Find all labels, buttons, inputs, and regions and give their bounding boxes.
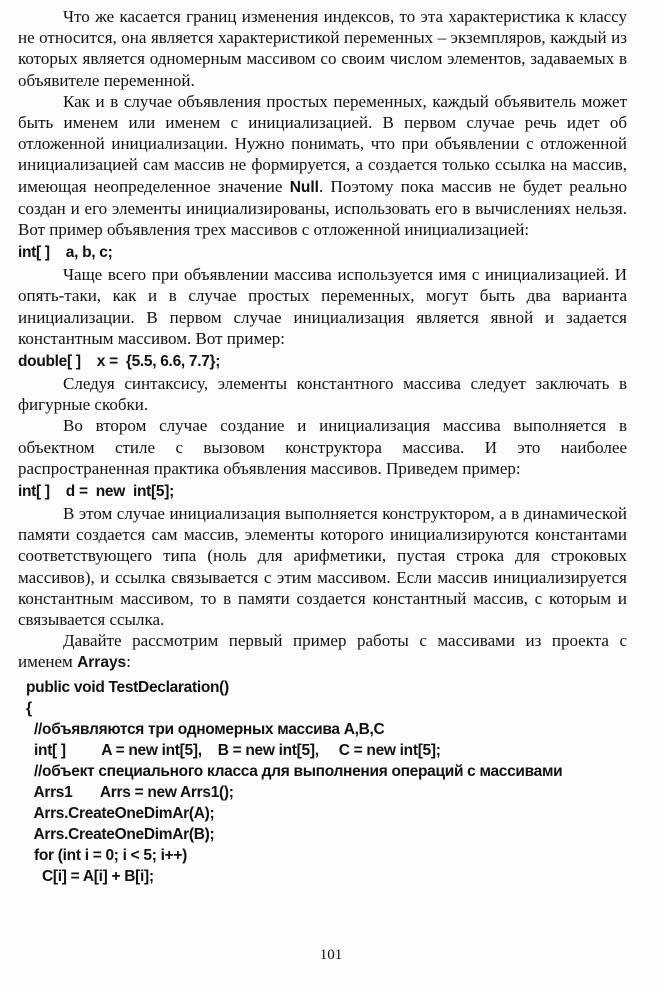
paragraph-explicit-init: Чаще всего при объявлении массива используется имя с инициализацией. И опять-таки, как и в случае простых переменных, могут быть два варианта инициализации. В первом случае инициализация является явной и задается константным массивом. Вот пример: <box>18 265 627 348</box>
paragraph-curly-braces: Следуя синтаксису, элементы константного массива следует заключать в фигурные скобки. <box>18 374 627 415</box>
code-listing-line: int[ ] A = new int[5], B = new int[5], C = new int[5]; <box>18 741 441 759</box>
paragraph-constructor-init: Во втором случае создание и инициализация массива выполняется в объектном стиле с вызовом конструктора массива. И это наиболее распространенная практика объявления массивов. Приведем пример: <box>18 416 627 478</box>
code-listing-line: //объект специального класса для выполнения операций с массивами <box>18 762 563 780</box>
code-listing-line: Arrs1 Arrs = new Arrs1(); <box>18 783 234 801</box>
code-listing-line: for (int i = 0; i < 5; i++) <box>18 846 187 864</box>
code-listing-line: //объявляются три одномерных массива A,B,C <box>18 720 385 738</box>
paragraph-deferred-init-text-1: Как и в случае объявления простых переменных, каждый объявитель может быть именем или именем с инициализацией. В первом случае речь идет об отложенной инициализации. Нужно понимать, что при объявлении с отложенной инициализацией сам массив не формируется, а создается только ссылка на массив, имеющая неопределенное значение <box>18 91 627 196</box>
code-line-new-array: int[ ] d = new int[5]; <box>18 483 174 501</box>
paragraph-index-bounds: Что же касается границ изменения индексов, то эта характеристика к классу не относится, она является характеристикой переменных – экземпляров, каждый из которых является одномерным массивом со своим числом элементов, задаваемых в объявителе переменной. <box>18 7 627 90</box>
code-listing-line: C[i] = A[i] + B[i]; <box>18 867 154 885</box>
paragraph-deferred-init-text-2: . Поэтому пока массив не будет реально создан и его элементы инициализированы, использовать его в вычислениях нельзя. Вот пример объявления трех массивов с отложенной инициализацией: <box>18 176 627 240</box>
code-listing-test-declaration <box>18 677 627 887</box>
page-number: 101 <box>319 947 343 963</box>
paragraph-first-example-text: Давайте рассмотрим первый пример работы с массивами из проекта с именем <box>18 631 627 672</box>
project-name-arrays: Arrays <box>77 654 127 672</box>
keyword-null: Null <box>289 178 319 196</box>
paragraph-first-example-colon: : <box>126 652 131 672</box>
code-listing-line: public void TestDeclaration() <box>18 678 229 696</box>
paragraph-dynamic-memory: В этом случае инициализация выполняется конструктором, а в динамической памяти создается сам массив, элементы которого инициализируются константами соответствующего типа (ноль для арифметики, пустая строка для строковых массивов), и ссылка связывается с этим массивом. Если массив инициализируется константным массивом, то в памяти создается константный массив, с которым и связывается ссылка. <box>18 504 627 630</box>
paragraph-first-example <box>18 630 627 673</box>
code-listing-line: Arrs.CreateOneDimAr(B); <box>18 825 215 843</box>
code-listing-line: Arrs.CreateOneDimAr(A); <box>18 804 215 822</box>
paragraph-deferred-init <box>18 91 627 240</box>
code-line-constant-array: double[ ] x = {5.5, 6.6, 7.7}; <box>18 353 221 371</box>
page-body <box>18 6 627 887</box>
code-line-deferred-declaration: int[ ] a, b, c; <box>18 244 113 262</box>
code-listing-line: { <box>18 699 32 717</box>
